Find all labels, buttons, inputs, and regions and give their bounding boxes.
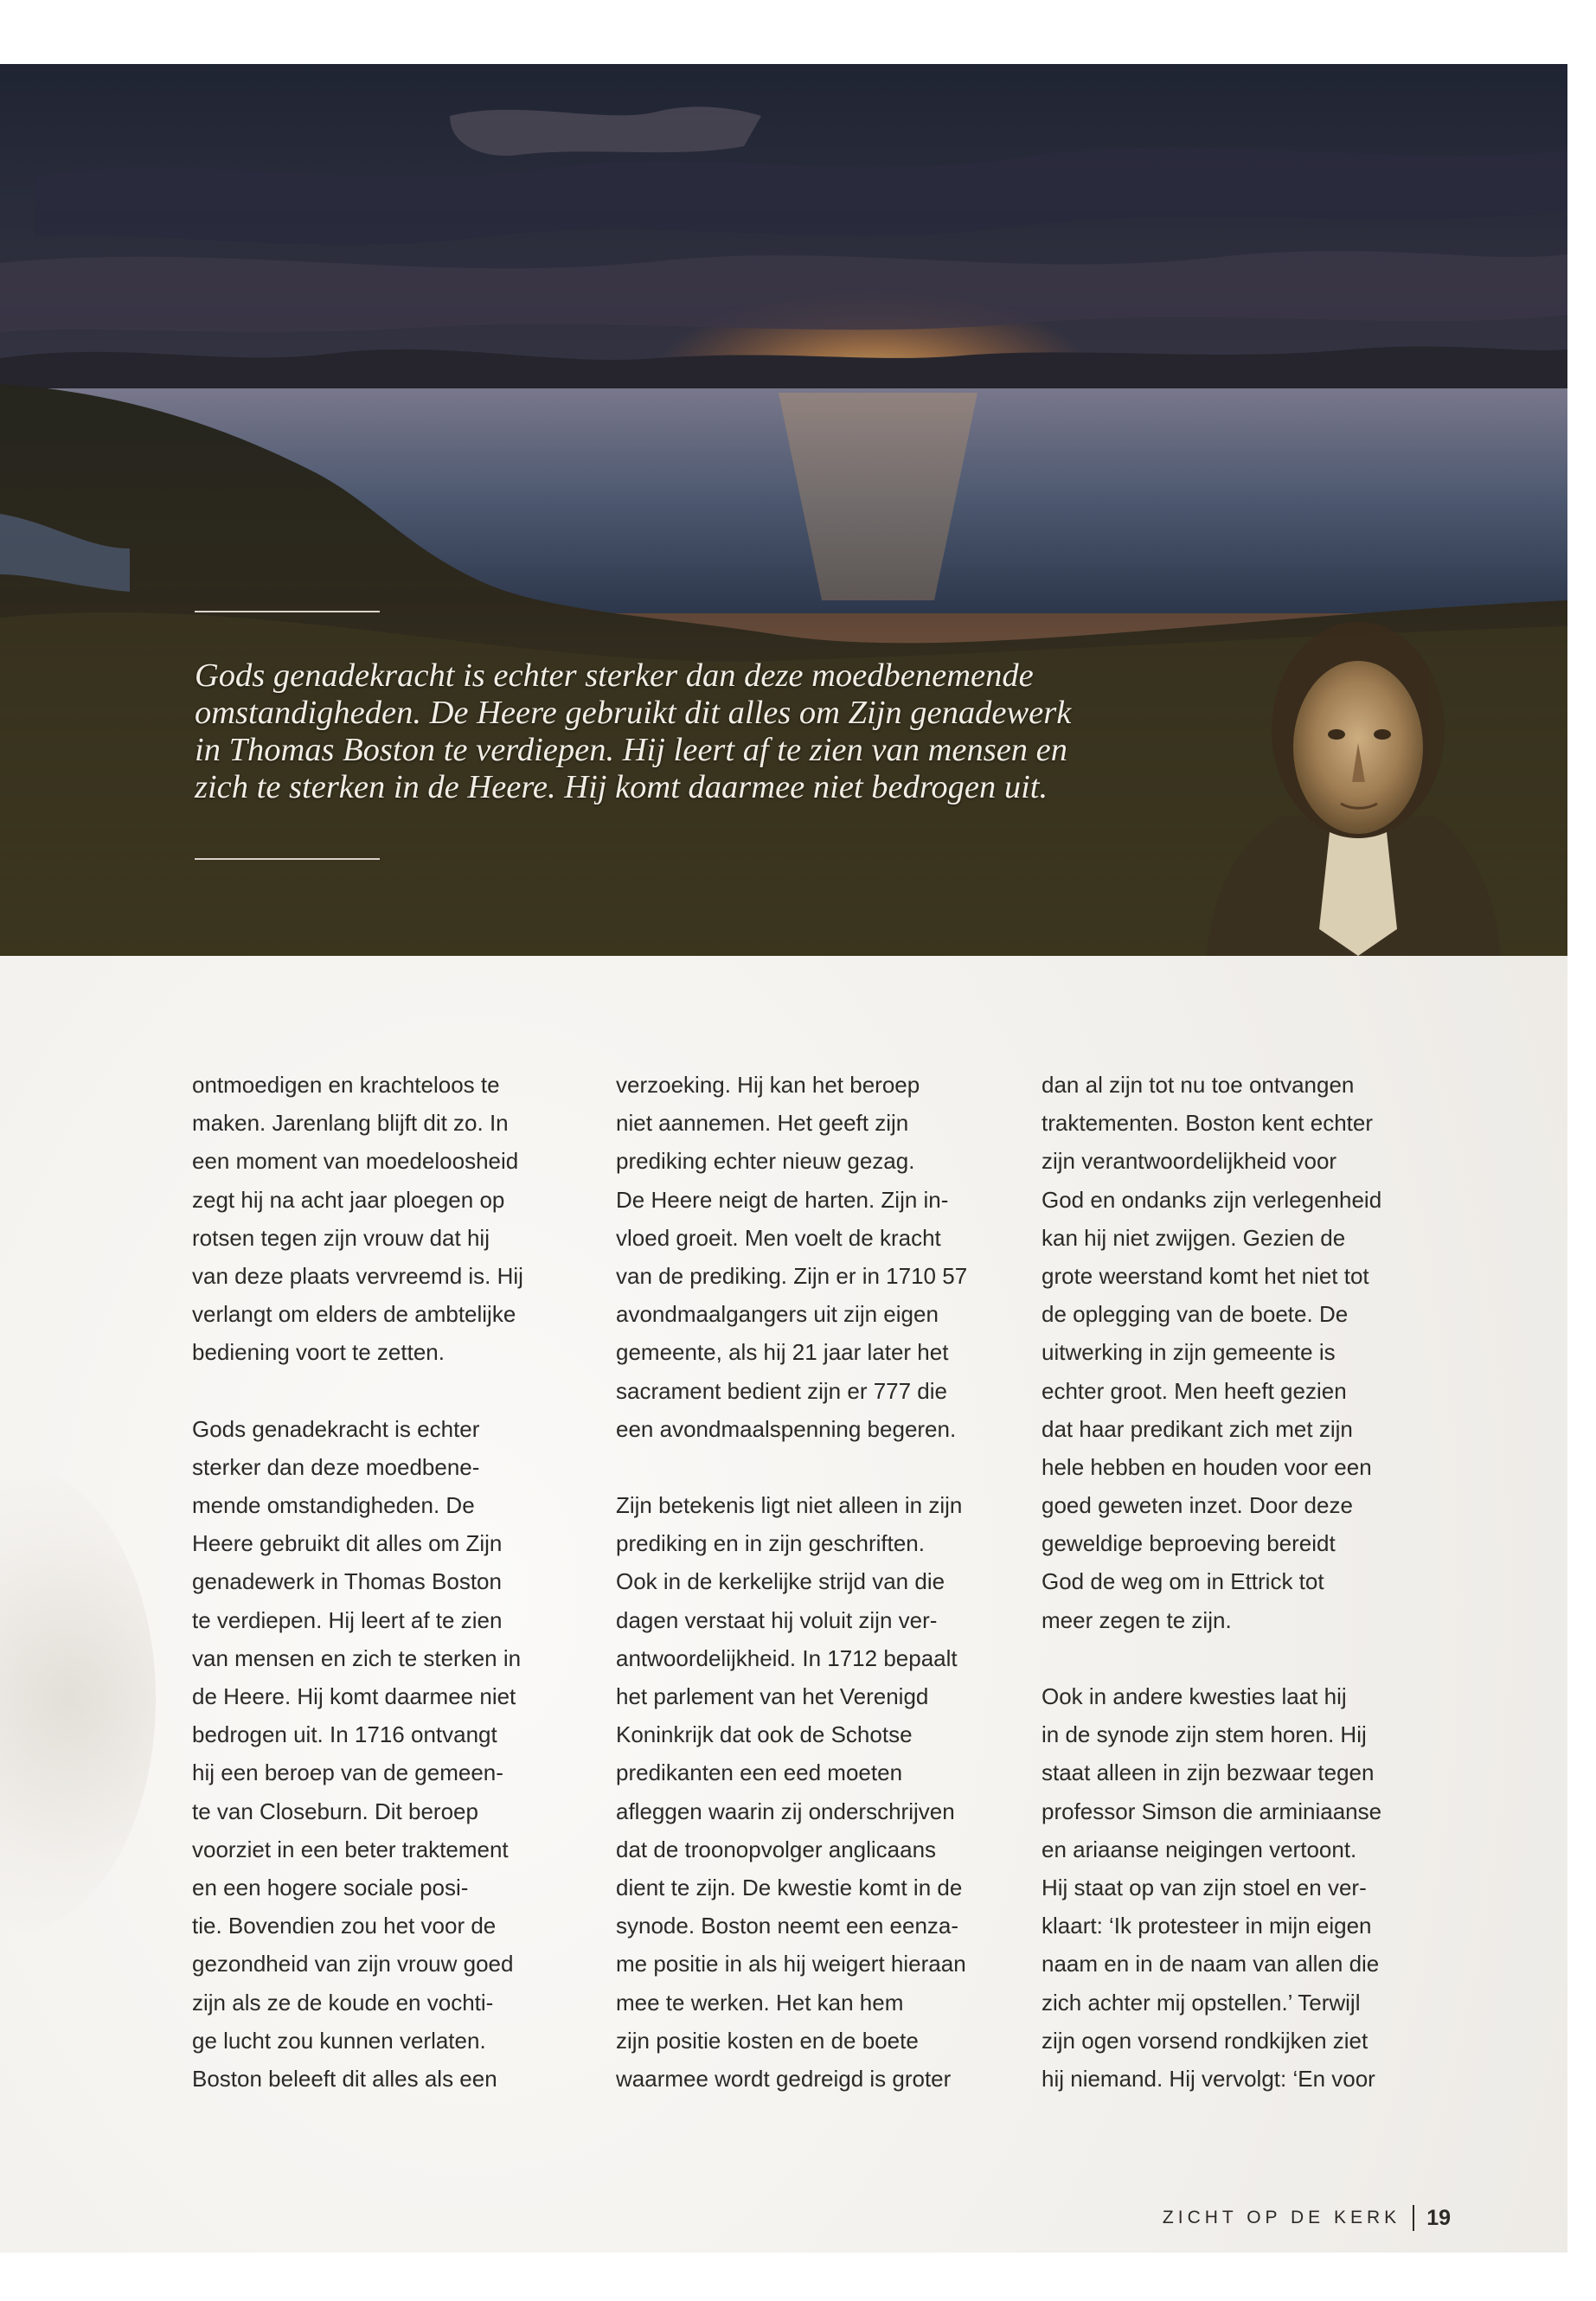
magazine-name: ZICHT OP DE KERK (1162, 2208, 1401, 2227)
text-line: hele hebben en houden voor een (1042, 1453, 1372, 1480)
text-line: bedrogen uit. In 1716 ontvangt (192, 1721, 497, 1748)
text-line: te verdiepen. Hij leert af te zien (192, 1606, 503, 1633)
text-line: zijn ogen vorsend rondkijken ziet (1042, 2027, 1368, 2054)
text-line: me positie in als hij weigert hieraan (616, 1951, 966, 1977)
text-line: traktementen. Boston kent echter (1042, 1110, 1373, 1137)
text-line: echter groot. Men heeft gezien (1042, 1377, 1347, 1404)
text-line: mee te werken. Het kan hem (616, 1989, 904, 2016)
text-line: synode. Boston neemt een eenza- (616, 1913, 959, 1939)
hero-photo (0, 64, 1567, 956)
text-line: gemeente, als hij 21 jaar later het (616, 1339, 949, 1366)
text-line: en een hogere sociale posi- (192, 1874, 469, 1900)
text-line: Ook in andere kwesties laat hij (1042, 1683, 1347, 1709)
text-line: staat alleen in zijn bezwaar tegen (1042, 1759, 1375, 1786)
pull-quote-line: Gods genadekracht is echter sterker dan deze moedbenemende (195, 657, 1034, 694)
text-line: tie. Bovendien zou het voor de (192, 1913, 497, 1939)
text-line: geweldige beproeving bereidt (1042, 1530, 1336, 1557)
text-line: meer zegen te zijn. (1042, 1606, 1232, 1633)
text-line: zijn als ze de koude en vochti- (192, 1989, 494, 2016)
page-number: 19 (1426, 2205, 1451, 2230)
text-line: en ariaanse neigingen vertoont. (1042, 1836, 1357, 1862)
pull-quote-line: in Thomas Boston te verdiepen. Hij leert af te zien van mensen en (195, 732, 1067, 768)
text-line: professor Simson die arminiaanse (1042, 1798, 1382, 1824)
text-line: prediking en in zijn geschriften. (616, 1530, 925, 1557)
text-line: van deze plaats vervreemd is. Hij (192, 1262, 523, 1289)
text-line: Hij staat op van zijn stoel en ver- (1042, 1874, 1367, 1900)
text-line: hij een beroep van de gemeen- (192, 1759, 503, 1786)
text-line: dat haar predikant zich met zijn (1042, 1415, 1353, 1442)
text-line: verzoeking. Hij kan het beroep (616, 1072, 920, 1098)
quote-rule-top (195, 611, 380, 612)
text-line: een avondmaalspenning begeren. (616, 1415, 957, 1442)
text-line: het parlement van het Verenigd (616, 1683, 929, 1709)
faded-portrait-watermark (0, 1465, 156, 1932)
text-line: Gods genadekracht is echter (192, 1415, 480, 1442)
text-line: Zijn betekenis ligt niet alleen in zijn (616, 1492, 963, 1519)
quote-rule-bottom (195, 858, 380, 860)
text-line: hij niemand. Hij vervolgt: ‘En voor (1042, 2065, 1375, 2092)
text-line: grote weerstand komt het niet tot (1042, 1262, 1369, 1289)
text-line: prediking echter nieuw gezag. (616, 1148, 915, 1175)
text-line: mende omstandigheden. De (192, 1492, 475, 1519)
text-line: Boston beleeft dit alles als een (192, 2065, 497, 2092)
text-line: dient te zijn. De kwestie komt in de (616, 1874, 963, 1900)
text-line: een moment van moedeloosheid (192, 1148, 519, 1175)
text-line: afleggen waarin zij onderschrijven (616, 1798, 955, 1824)
text-line: antwoordelijkheid. In 1712 bepaalt (616, 1644, 958, 1671)
text-line: zijn positie kosten en de boete (616, 2027, 919, 2054)
text-line: van mensen en zich te sterken in (192, 1644, 522, 1671)
text-line: dan al zijn tot nu toe ontvangen (1042, 1072, 1355, 1098)
page-footer (1163, 2201, 1451, 2235)
text-line: vloed groeit. Men voelt de kracht (616, 1224, 941, 1251)
text-line: Heere gebruikt dit alles om Zijn (192, 1530, 503, 1557)
footer-divider (1413, 2205, 1414, 2231)
text-line: klaart: ‘Ik protesteer in mijn eigen (1042, 1913, 1372, 1939)
text-line: God en ondanks zijn verlegenheid (1042, 1186, 1382, 1213)
text-line: dagen verstaat hij voluit zijn ver- (616, 1606, 938, 1633)
text-line: waarmee wordt gedreigd is groter (616, 2065, 952, 2092)
pull-quote-line: omstandigheden. De Heere gebruikt dit alles om Zijn genadewerk (195, 695, 1072, 731)
text-line: de Heere. Hij komt daarmee niet (192, 1683, 516, 1709)
text-line: de oplegging van de boete. De (1042, 1301, 1349, 1328)
text-line: kan hij niet zwijgen. Gezien de (1042, 1224, 1346, 1251)
text-line: te van Closeburn. Dit beroep (192, 1798, 478, 1824)
text-line: dat de troonopvolger anglicaans (616, 1836, 937, 1862)
text-line: in de synode zijn stem horen. Hij (1042, 1721, 1367, 1748)
text-line: van de prediking. Zijn er in 1710 57 (616, 1262, 968, 1289)
text-line: zijn verantwoordelijkheid voor (1042, 1148, 1337, 1175)
text-line: bediening voort te zetten. (192, 1339, 445, 1366)
text-line: Koninkrijk dat ook de Schotse (616, 1721, 913, 1748)
text-line: verlangt om elders de ambtelijke (192, 1301, 516, 1328)
text-line: goed geweten inzet. Door deze (1042, 1492, 1353, 1519)
text-column-1 (192, 1066, 599, 2098)
text-line: voorziet in een beter traktement (192, 1836, 509, 1862)
magazine-page (0, 64, 1567, 2253)
text-line: avondmaalgangers uit zijn eigen (616, 1301, 939, 1328)
text-line: De Heere neigt de harten. Zijn in- (616, 1186, 949, 1213)
text-line: uitwerking in zijn gemeente is (1042, 1339, 1336, 1366)
landscape-photo (0, 64, 1567, 956)
text-line: predikanten een eed moeten (616, 1759, 903, 1786)
text-line: zich achter mij opstellen.’ Terwijl (1042, 1989, 1361, 2016)
text-column-2 (616, 1066, 1022, 2098)
text-line: rotsen tegen zijn vrouw dat hij (192, 1224, 490, 1251)
text-line: sterker dan deze moedbene- (192, 1453, 480, 1480)
text-line: niet aannemen. Het geeft zijn (616, 1110, 909, 1137)
text-line: ontmoedigen en krachteloos te (192, 1072, 500, 1098)
text-line: naam en in de naam van allen die (1042, 1951, 1380, 1977)
text-line: maken. Jarenlang blijft dit zo. In (192, 1110, 509, 1137)
text-line: gezondheid van zijn vrouw goed (192, 1951, 514, 1977)
text-line: sacrament bedient zijn er 777 die (616, 1377, 948, 1404)
text-line: ge lucht zou kunnen verlaten. (192, 2027, 486, 2054)
pull-quote (195, 657, 1112, 806)
text-line: zegt hij na acht jaar ploegen op (192, 1186, 505, 1213)
text-line: God de weg om in Ettrick tot (1042, 1568, 1324, 1595)
text-line: Ook in de kerkelijke strijd van die (616, 1568, 945, 1595)
text-line: genadewerk in Thomas Boston (192, 1568, 502, 1595)
text-column-3 (1042, 1066, 1448, 2098)
pull-quote-line: zich te sterken in de Heere. Hij komt daarmee niet bedrogen uit. (195, 769, 1048, 805)
